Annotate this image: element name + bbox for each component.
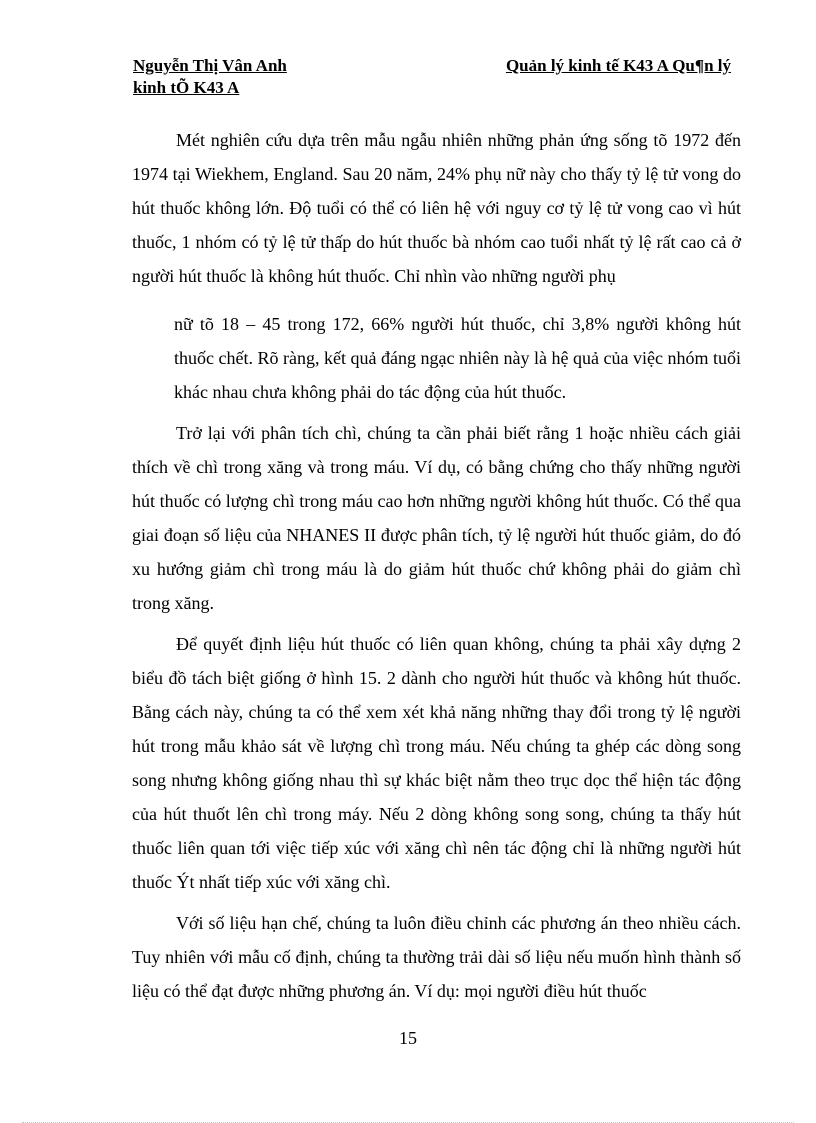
header-course-continued: kinh tÕ K43 A xyxy=(133,78,240,97)
header-row xyxy=(133,55,733,77)
page-number: 15 xyxy=(399,1028,417,1048)
header-author: Nguyễn Thị Vân Anh xyxy=(133,56,287,75)
header-course: Quản lý kinh tế K43 A Qu¶n lý xyxy=(505,56,731,75)
paragraph-1: Mét nghiên cứu dựa trên mẫu ngẫu nhiên những phản ứng sống tõ 1972 đến 1974 tại Wiekhem, England. Sau 20 năm, 24% phụ nữ này cho thấy tỷ lệ tử vong do hút thuốc không lớn. Độ tuổi có thể có liên hệ với nguy cơ tỷ lệ tử vong cao vì hút thuốc, 1 nhóm có tỷ lệ tử thấp do hút thuốc bà nhóm cao tuổi nhất tỷ lệ rất cao cả ở người hút thuốc là không hút thuốc. Chỉ nhìn vào những người phụ xyxy=(132,130,741,286)
page-header xyxy=(133,55,733,99)
paragraph-2: Trở lại với phân tích chì, chúng ta cần phải biết rằng 1 hoặc nhiều cách giải thích về chì trong xăng và trong máu. Ví dụ, có bằng chứng cho thấy những người hút thuốc có lượng chì trong máu cao hơn những người không hút thuốc. Có thể qua giai đoạn số liệu của NHANES II được phân tích, tỷ lệ người hút thuốc giảm, do đó xu hướng giảm chì trong máu là do giảm hút thuốc chứ không phải do giảm chì trong xăng. xyxy=(132,423,741,613)
paragraph-3: Để quyết định liệu hút thuốc có liên quan không, chúng ta phải xây dựng 2 biểu đồ tách biệt giống ở hình 15. 2 dành cho người hút thuốc và không hút thuốc. Bằng cách này, chúng ta có thể xem xét khả năng những thay đổi trong tỷ lệ người hút trong mẫu khảo sát về lượng chì trong máu. Nếu chúng ta ghép các dòng song song nhưng không giống nhau thì sự khác biệt nằm theo trục dọc thể hiện tác động của hút thuốt lên chì trong máy. Nếu 2 dòng không song song, chúng ta thấy hút thuốc liên quan tới việc tiếp xúc với xăng chì nên tác động chỉ là những người hút thuốc Ýt nhất tiếp xúc với xăng chì. xyxy=(132,634,741,892)
document-body xyxy=(132,123,741,1015)
paragraph-4: Với số liệu hạn chế, chúng ta luôn điều chỉnh các phương án theo nhiều cách. Tuy nhiên với mẫu cố định, chúng ta thường trải dài số liệu nếu muốn hình thành số liệu có thể đạt được những phương án. Ví dụ: mọi người điều hút thuốc xyxy=(132,913,741,1001)
paragraph-1-continued: nữ tõ 18 – 45 trong 172, 66% người hút thuốc, chỉ 3,8% người không hút thuốc chết. Rõ ràng, kết quả đáng ngạc nhiên này là hệ quả của việc nhóm tuổi khác nhau chưa không phải do tác động của hút thuốc. xyxy=(174,314,741,402)
